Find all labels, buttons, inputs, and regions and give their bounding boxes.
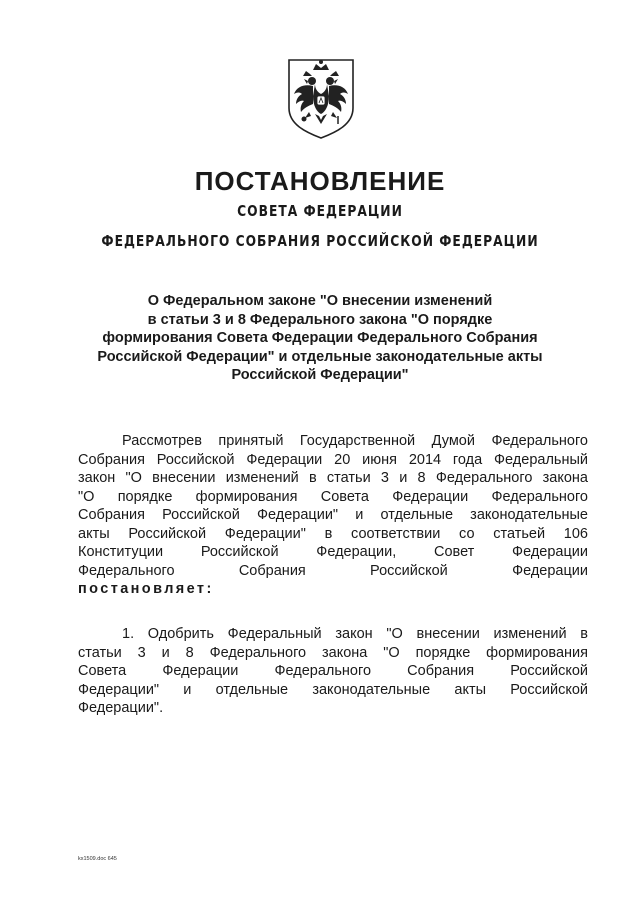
paragraph-line: Федерации". — [78, 700, 164, 716]
paragraph-line: Собрания Российской Федерации" и отдельные законодательные — [78, 507, 588, 523]
heading-line: О Федеральном законе "О внесении изменений — [147, 293, 493, 309]
heading-line: в статьи 3 и 8 Федерального закона "О порядке — [147, 311, 493, 328]
file-code: kx1509.doc 645 — [78, 856, 117, 862]
paragraph-line: Конституции Российской Федерации, Совет Федерации — [78, 544, 588, 560]
paragraph-line: Рассмотрев принятый Государственной Думой Федерального — [122, 433, 588, 449]
heading-line: Российской Федерации" и отдельные законодательные акты — [97, 348, 543, 365]
paragraph-line: закон "О внесении изменений в статьи 3 и 8 Федерального закона — [78, 470, 588, 486]
resolution-heading — [60, 292, 580, 385]
document-subtitle-assembly: ФЕДЕРАЛЬНОГО СОБРАНИЯ РОССИЙСКОЙ ФЕДЕРАЦИИ — [101, 232, 539, 250]
paragraph-line: Федерации" и отдельные законодательные акты Российской — [78, 681, 588, 698]
heading-line: Российской Федерации" — [231, 367, 409, 383]
coat-of-arms-icon — [285, 56, 357, 142]
paragraph-line: статьи 3 и 8 Федерального закона "О порядке формирования — [78, 644, 588, 661]
paragraph-line: Собрания Российской Федерации 20 июня 2014 года Федеральный — [78, 451, 588, 468]
decree-word: постановляет: — [78, 581, 214, 597]
resolution-clause-1 — [78, 625, 588, 718]
paragraph-line: акты Российской Федерации" в соответствии со статьей 106 — [78, 525, 588, 542]
paragraph-line: 1. Одобрить Федеральный закон "О внесении изменений в — [122, 626, 588, 642]
paragraph-line: Совета Федерации Федерального Собрания Российской — [78, 663, 588, 679]
document-title: ПОСТАНОВЛЕНИЕ — [194, 166, 446, 196]
paragraph-line: Федерального Собрания Российской Федерации — [78, 562, 588, 579]
preamble-paragraph — [78, 432, 588, 599]
paragraph-line: "О порядке формирования Совета Федерации Федерального — [78, 488, 588, 505]
heading-line: формирования Совета Федерации Федерального Собрания — [102, 330, 538, 346]
document-subtitle-council: СОВЕТА ФЕДЕРАЦИИ — [237, 202, 403, 220]
